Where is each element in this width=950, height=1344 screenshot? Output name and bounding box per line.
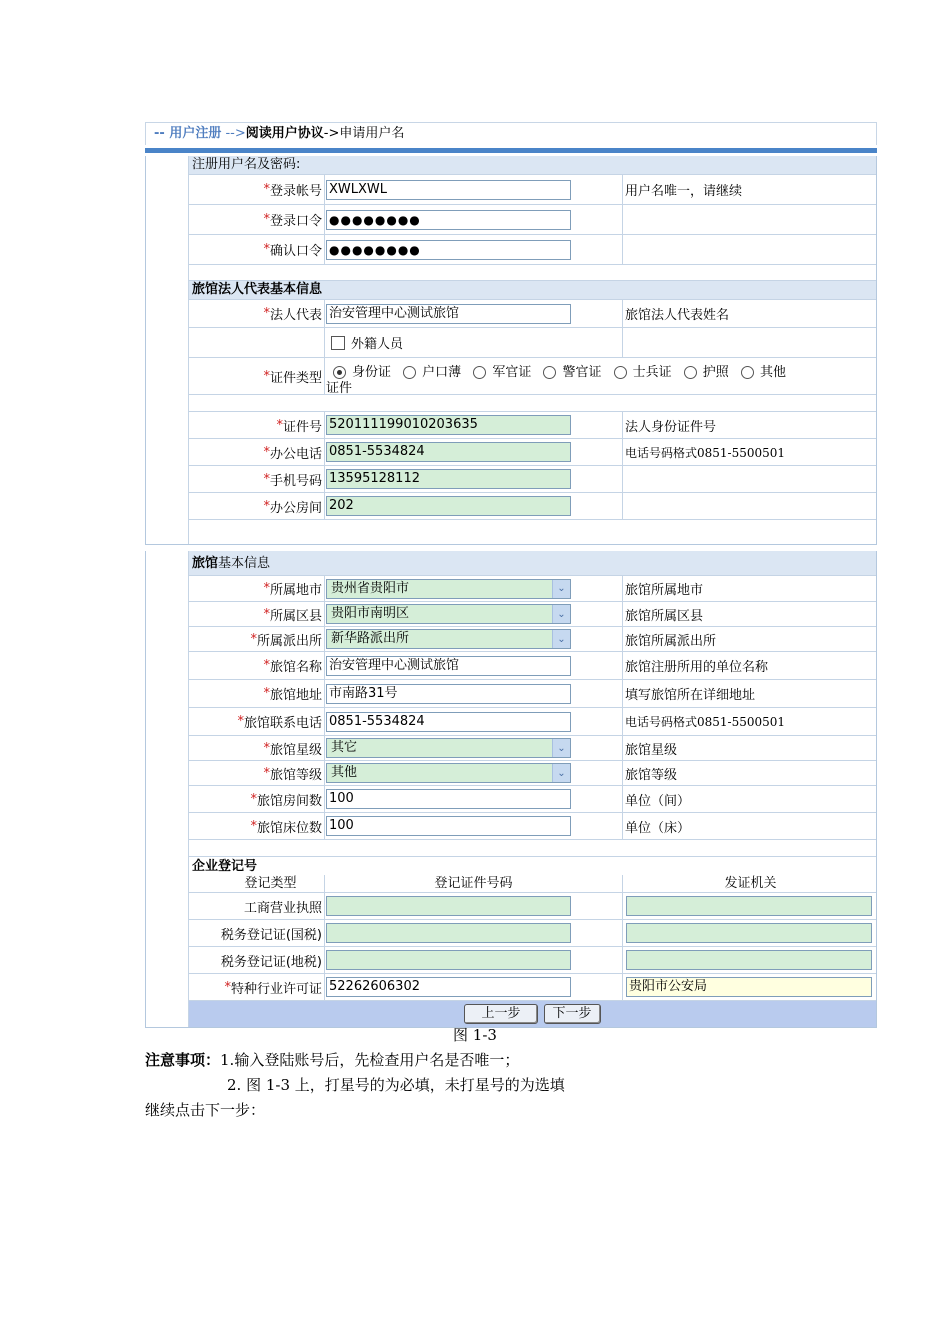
account-section-title: 注册用户名及密码: <box>189 156 876 175</box>
select-value: 新华路派出所 <box>331 631 410 646</box>
hotel-row: * 旅馆床位数 100 单位（床） <box>189 813 876 840</box>
idtype-label: 证件类型 <box>269 370 322 386</box>
hotel-field-hint: 填写旅馆所在详细地址 <box>625 688 756 703</box>
corp-col-authority: 发证机关 <box>724 876 777 891</box>
breadcrumb <box>145 122 877 145</box>
idtype-row: * 证件类型 身份证 户口薄 军官证 警官证 士兵证 护照 其他 证件 <box>189 358 876 395</box>
hotel-rows <box>189 576 876 840</box>
breadcrumb-agreement[interactable]: 阅读用户协议 <box>245 126 324 141</box>
mobile-row: * 手机号码 13595128112 <box>189 466 876 493</box>
select-value: 贵阳市南明区 <box>331 606 410 621</box>
hotel-field-hint: 旅馆所属区县 <box>625 608 704 624</box>
room-row: * 办公房间 202 <box>189 493 876 520</box>
hotel-field-hint: 单位（床） <box>625 820 691 836</box>
hotel-input[interactable]: 治安管理中心测试旅馆 <box>326 656 571 676</box>
hotel-field-label: 所属派出所 <box>256 633 322 649</box>
corp-number-input[interactable] <box>326 923 571 943</box>
corp-authority-input[interactable] <box>626 923 872 943</box>
password-label: 登录口令 <box>269 214 322 229</box>
chevron-down-icon[interactable]: ⌄ <box>552 764 570 782</box>
hotel-field-label: 旅馆床位数 <box>256 820 322 836</box>
rep-row: * 法人代表 治安管理中心测试旅馆 旅馆法人代表姓名 <box>189 300 876 328</box>
hotel-input[interactable]: 100 <box>326 789 571 809</box>
corp-type-label: 工商营业执照 <box>243 900 322 916</box>
room-input[interactable]: 202 <box>326 496 571 516</box>
accent-bar <box>145 148 877 153</box>
corp-type-label: 税务登记证(地税) <box>220 954 322 970</box>
hotel-field-label: 所属地市 <box>269 583 322 598</box>
corp-title-text: 企业登记号 <box>192 859 258 874</box>
prev-button[interactable]: 上一步 <box>464 1004 537 1024</box>
confirm-row: * 确认口令 ●●●●●●●● <box>189 235 876 265</box>
legal-title-text: 旅馆法人代表基本信息 <box>192 282 323 297</box>
chevron-down-icon[interactable]: ⌄ <box>552 630 570 648</box>
corp-number-input[interactable] <box>326 950 571 970</box>
corp-col-number: 登记证件号码 <box>325 875 623 892</box>
hotel-row: * 旅馆地址 市南路31号 填写旅馆所在详细地址 <box>189 680 876 708</box>
hotel-field-hint: 旅馆注册所用的单位名称 <box>625 660 769 675</box>
idtype-radio-group <box>325 358 876 394</box>
corp-section-title <box>189 857 876 875</box>
rep-label: 法人代表 <box>269 308 322 323</box>
chevron-down-icon[interactable]: ⌄ <box>552 739 570 757</box>
hotel-row: * 所属区县 贵阳市南明区 ⌄ 旅馆所属区县 <box>189 602 876 627</box>
note-1-text: 1.输入登陆账号后，先检查用户名是否唯一； <box>220 1051 520 1069</box>
note-line-1 <box>145 1049 519 1070</box>
hotel-select[interactable] <box>326 604 571 624</box>
radio-soldier[interactable] <box>614 366 627 379</box>
corp-header-row <box>189 875 876 893</box>
spacer <box>189 395 876 412</box>
legal-section-title <box>189 281 876 300</box>
hotel-field-hint: 旅馆星级 <box>625 742 678 758</box>
hotel-row: * 旅馆名称 治安管理中心测试旅馆 旅馆注册所用的单位名称 <box>189 652 876 680</box>
corp-row <box>189 920 876 947</box>
radio-other[interactable] <box>741 366 754 379</box>
chevron-down-icon[interactable]: ⌄ <box>552 580 570 598</box>
radio-label: 警官证 <box>562 365 602 380</box>
hotel-row: * 旅馆联系电话 0851-5534824 电话号码格式0851-5500501 <box>189 708 876 736</box>
hotel-row: * 旅馆星级 其它 ⌄ 旅馆星级 <box>189 736 876 761</box>
left-gutter <box>146 156 189 544</box>
corp-number-input[interactable] <box>326 896 571 916</box>
breadcrumb-current: 申请用户名 <box>339 126 405 141</box>
hotel-field-label: 所属区县 <box>269 608 322 624</box>
hotel-field-label: 旅馆联系电话 <box>243 716 322 731</box>
figure-caption: 图 1-3 <box>453 1026 497 1044</box>
hotel-select[interactable] <box>326 738 571 758</box>
corp-type-label: 税务登记证(国税) <box>220 927 322 943</box>
spacer <box>189 840 876 857</box>
hotel-field-label: 旅馆星级 <box>269 742 322 758</box>
left-gutter <box>146 551 189 1027</box>
corp-row <box>189 893 876 920</box>
password-row: * 登录口令 ●●●●●●●● <box>189 205 876 235</box>
confirm-label: 确认口令 <box>269 244 322 259</box>
mobile-input[interactable]: 13595128112 <box>326 469 571 489</box>
corp-row: * 特种行业许可证 52262606302 贵阳市公安局 <box>189 974 876 1001</box>
mobile-label: 手机号码 <box>269 473 322 489</box>
idno-label: 证件号 <box>282 419 322 435</box>
hotel-section-title <box>189 551 876 576</box>
note-line-2: 2. 图 1-3 上，打星号的为必填，未打星号的为选填 <box>227 1076 565 1094</box>
continue-text: 继续点击下一步： <box>145 1101 266 1119</box>
hotel-field-hint: 旅馆等级 <box>625 767 678 783</box>
radio-label: 其他 <box>759 365 786 380</box>
phone-label: 办公电话 <box>269 446 322 462</box>
radio-label: 士兵证 <box>632 365 672 380</box>
rep-input[interactable]: 治安管理中心测试旅馆 <box>326 304 571 324</box>
phone-input[interactable]: 0851-5534824 <box>326 442 571 462</box>
hotel-field-label: 旅馆房间数 <box>256 793 322 809</box>
select-value: 其它 <box>331 740 358 755</box>
corp-authority-input[interactable]: 贵阳市公安局 <box>626 977 872 997</box>
radio-police[interactable] <box>543 366 556 379</box>
hotel-field-label: 旅馆地址 <box>269 688 322 703</box>
breadcrumb-arrow: --> <box>221 126 246 141</box>
form-frame-top <box>145 156 877 545</box>
breadcrumb-arrow-2: -> <box>323 126 340 141</box>
hotel-input[interactable]: 市南路31号 <box>326 684 571 704</box>
corp-authority-input[interactable] <box>626 896 872 916</box>
hotel-field-label: 旅馆等级 <box>269 767 322 783</box>
hotel-row: * 旅馆等级 其他 ⌄ 旅馆等级 <box>189 761 876 786</box>
idno-hint: 法人身份证件号 <box>625 419 717 435</box>
radio-label: 户口薄 <box>422 365 462 380</box>
spacer <box>189 265 876 281</box>
spacer <box>189 520 876 544</box>
hotel-field-hint: 单位（间） <box>625 793 691 809</box>
hotel-row: * 旅馆房间数 100 单位（间） <box>189 786 876 813</box>
confirm-password-input[interactable]: ●●●●●●●● <box>326 240 571 260</box>
radio-label: 身份证 <box>352 365 392 380</box>
hotel-select[interactable] <box>326 629 571 649</box>
select-value: 其他 <box>331 765 358 780</box>
login-row: * 登录帐号 XWLXWL 用户名唯一，请继续 <box>189 175 876 205</box>
hotel-row: * 所属地市 贵州省贵阳市 ⌄ 旅馆所属地市 <box>189 576 876 602</box>
hotel-input[interactable]: 0851-5534824 <box>326 712 571 732</box>
hotel-field-hint: 旅馆所属地市 <box>625 583 704 598</box>
corp-rows <box>189 893 876 1001</box>
idno-input[interactable]: 520111199010203635 <box>326 415 571 435</box>
note-label: 注意事项： <box>145 1051 221 1069</box>
radio-officer[interactable] <box>473 366 486 379</box>
phone-row: * 办公电话 0851-5534824 电话号码格式0851-5500501 <box>189 439 876 466</box>
form-frame-bottom <box>145 551 877 1028</box>
foreign-label: 外籍人员 <box>351 337 404 352</box>
radio-label: 护照 <box>702 365 729 380</box>
radio-household[interactable] <box>403 366 416 379</box>
hotel-select[interactable] <box>326 763 571 783</box>
hotel-field-label: 旅馆名称 <box>269 660 322 675</box>
hotel-title-rest: 基本信息 <box>218 556 271 571</box>
corp-authority-input[interactable] <box>626 950 872 970</box>
radio-passport[interactable] <box>684 366 697 379</box>
password-input[interactable]: ●●●●●●●● <box>326 210 571 230</box>
login-label: 登录帐号 <box>269 184 322 199</box>
radio-label: 军官证 <box>492 365 532 380</box>
select-value: 贵州省贵阳市 <box>331 580 410 596</box>
rep-hint: 旅馆法人代表姓名 <box>625 308 730 323</box>
corp-row <box>189 947 876 974</box>
room-label: 办公房间 <box>269 500 322 516</box>
corp-number-input[interactable]: 52262606302 <box>326 977 571 997</box>
corp-type-label: 特种行业许可证 <box>230 981 322 997</box>
login-hint: 用户名唯一，请继续 <box>625 184 743 199</box>
foreign-checkbox[interactable] <box>331 336 345 350</box>
corp-col-type: 登记类型 <box>189 875 325 892</box>
hotel-title-bold: 旅馆 <box>192 556 219 571</box>
hotel-input[interactable]: 100 <box>326 816 571 836</box>
login-input[interactable]: XWLXWL <box>326 180 571 200</box>
chevron-down-icon[interactable]: ⌄ <box>552 605 570 623</box>
hotel-row: * 所属派出所 新华路派出所 ⌄ 旅馆所属派出所 <box>189 627 876 652</box>
radio-wrap-text: 证件 <box>326 381 353 396</box>
next-button[interactable]: 下一步 <box>544 1004 601 1024</box>
breadcrumb-register[interactable]: -- 用户注册 <box>154 126 222 141</box>
hotel-field-hint: 电话号码格式0851-5500501 <box>625 715 786 729</box>
idno-row: * 证件号 520111199010203635 法人身份证件号 <box>189 412 876 439</box>
foreign-row <box>189 328 876 358</box>
hotel-field-hint: 旅馆所属派出所 <box>625 633 717 649</box>
phone-hint: 电话号码格式0851-5500501 <box>625 445 786 460</box>
screenshot-figure <box>145 122 877 1028</box>
hotel-select[interactable] <box>326 579 571 599</box>
